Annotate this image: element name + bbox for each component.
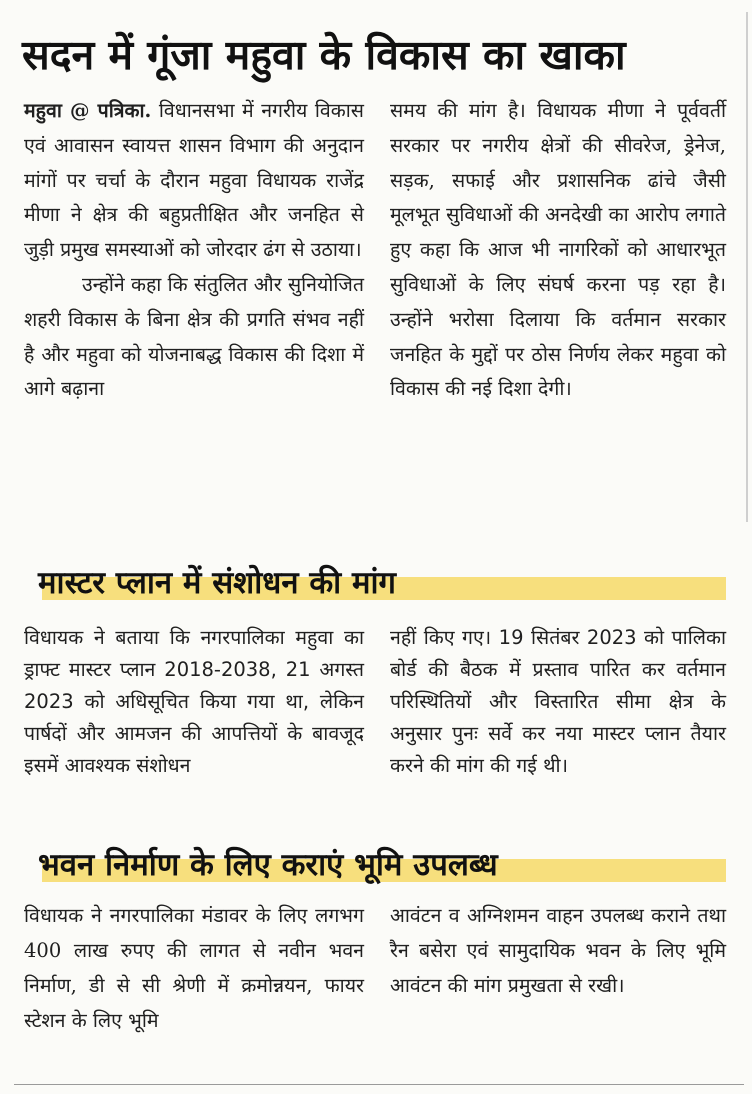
section2-left-column [24, 622, 364, 782]
headline: सदन में गूंजा महुवा के विकास का खाका [22, 31, 626, 79]
section3-left-column [24, 898, 364, 1038]
section3-right-paragraph: आवंटन व अग्निशमन वाहन उपलब्ध कराने तथा रैन बसेरा एवं सामुदायिक भवन के लिए भूमि आवंटन की मांग प्रमुखता से रखी। [390, 904, 726, 997]
section3-heading [22, 842, 726, 888]
section2-left-paragraph: विधायक ने बताया कि नगरपालिका महुवा का ड्राफ्ट मास्टर प्लान 2018-2038, 21 अगस्त 2023 को अधिसूचित किया गया था, लेकिन पार्षदों और आमजन की आपत्तियों के बावजूद इसमें आवश्यक संशोधन [24, 626, 364, 777]
page-edge-line [746, 12, 748, 522]
section1-left-paragraph-1 [24, 94, 364, 268]
section1-right-column [390, 94, 726, 407]
section3-right-column [390, 898, 726, 1003]
section3-left-paragraph: विधायक ने नगरपालिका मंडावर के लिए लगभग 400 लाख रुपए की लागत से नवीन भवन निर्माण, डी से सी श्रेणी में क्रमोन्नयन, फायर स्टेशन के लिए भूमि [24, 904, 364, 1032]
section3-heading-text: भवन निर्माण के लिए कराएं भूमि उपलब्ध [38, 847, 498, 883]
byline: महुवा @ पत्रिका. [24, 99, 152, 122]
section2-heading [22, 560, 726, 606]
section1-left-paragraph-2: उन्होंने कहा कि संतुलित और सुनियोजित शहरी विकास के बिना क्षेत्र की प्रगति संभव नहीं है और महुवा को योजनाबद्ध विकास की दिशा में आगे बढ़ाना [24, 272, 364, 401]
section1-left-text-1: विधानसभा में नगरीय विकास एवं आवासन स्वायत्त शासन विभाग की अनुदान मांगों पर चर्चा के दौरान महुवा विधायक राजेंद्र मीणा ने क्षेत्र की बहुप्रतीक्षित और जनहित से जुड़ी प्रमुख समस्याओं को जोरदार ढंग से उठाया। [24, 99, 364, 262]
section1-right-paragraph: समय की मांग है। विधायक मीणा ने पूर्ववर्ती सरकार पर नगरीय क्षेत्रों की सीवरेज, ड्रेनेज, सड़क, सफाई और प्रशासनिक ढांचे जैसी मूलभूत सुविधाओं की अनदेखी का आरोप लगाते हुए कहा कि आज भी नागरिकों को आधारभूत सुविधाओं के लिए संघर्ष करना पड़ रहा है। उन्होंने भरोसा दिलाया कि वर्तमान सरकार जनहित के मुद्दों पर ठोस निर्णय लेकर महुवा को विकास की नई दिशा देगी। [390, 99, 726, 401]
section2-heading-text: मास्टर प्लान में संशोधन की मांग [38, 565, 396, 601]
section1-left-column [24, 94, 364, 407]
section2-right-paragraph: नहीं किए गए। 19 सितंबर 2023 को पालिका बोर्ड की बैठक में प्रस्ताव पारित कर वर्तमान परिस्थितियों और विस्तारित सीमा क्षेत्र के अनुसार पुनः सर्वे कर नया मास्टर प्लान तैयार करने की मांग की गई थी। [390, 626, 726, 777]
bottom-rule [14, 1084, 744, 1085]
section2-right-column [390, 622, 726, 782]
